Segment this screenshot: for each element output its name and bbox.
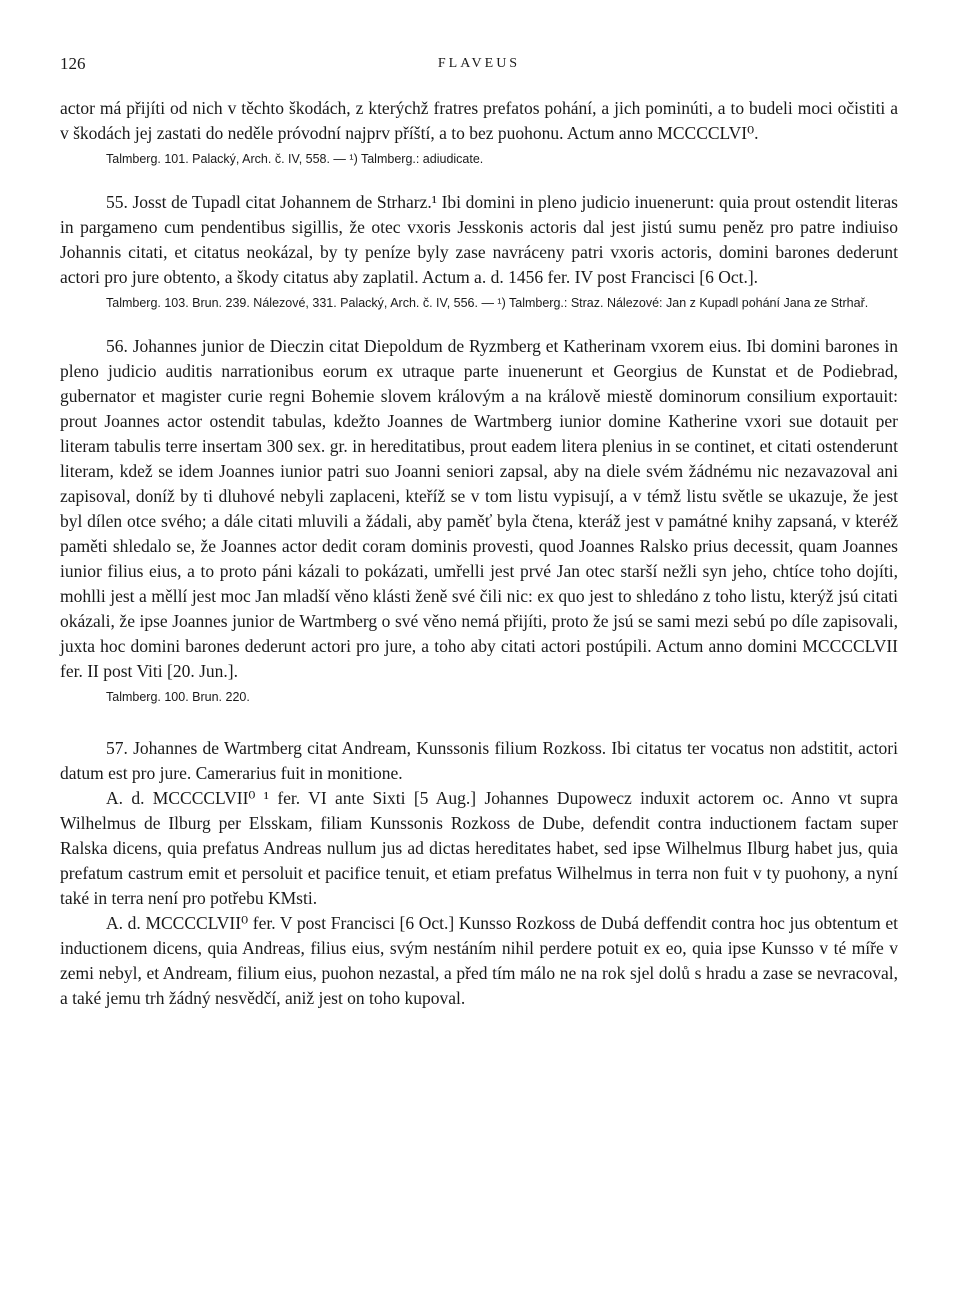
entry-57-continuation-2: A. d. MCCCCLVII⁰ fer. V post Francisci [6 Oct.] Kunsso Rozkoss de Dubá deffendit contra hoc jus obtentum et inductionem dicens, quia Andreas, filius eius, svým nestáním nihil perdere potuit ex eo, quia ipse Kunsso v té míře v zemi nebyl, et Andream, filium eius, puohon nezastal, a před tím málo ne na rok sjel dolů s hradu a zase se nevracoval, a také jemu trh žádný nesvědčí, aniž jest on toho kupoval. [60, 913, 898, 1008]
entry-55-footnote: Talmberg. 103. Brun. 239. Nálezové, 331. Palacký, Arch. č. IV, 556. — ¹) Talmberg.: Straz. Nálezové: Jan z Kupadl pohání Jana ze Strhař. [106, 296, 869, 310]
running-title: FLAVEUS [437, 56, 521, 71]
footnote-continuation: Talmberg. 101. Palacký, Arch. č. IV, 558. — ¹) Talmberg.: adiudicate. [106, 152, 484, 166]
entry-56-footnote: Talmberg. 100. Brun. 220. [106, 690, 250, 704]
page-header [60, 54, 898, 78]
entry-55-text: 55. Josst de Tupadl citat Johannem de Strharz.¹ Ibi domini in pleno judicio inuenerunt: quia prout ostendit literas in pargameno cum pendentibus sigillis, že otec vxoris Jesskonis actoris dal jest jistú sumu peněz pro patre indiuiso Johannis citati, et citatus neokázal, by ty peníze byly zase navráceny patri vxoris actoris, domini barones dederunt actori pro jure obtento, a škody citatus aby zaplatil. Actum a. d. 1456 fer. IV post Francisci [6 Oct.]. [60, 192, 898, 287]
page-number: 126 [60, 54, 86, 73]
page-body [60, 96, 898, 1011]
paragraph-continuation: actor má přijíti od nich v těchto škodách, z kterýchž fratres prefatos pohání, a jich pominúti, a to budeli moci očistiti a v škodách jej zastati do neděle próvodní najprv příští, a to bez puohonu. Actum anno MCCCCLVI⁰. [60, 98, 898, 143]
entry-56-text: 56. Johannes junior de Dieczin citat Diepoldum de Ryzmberg et Katherinam vxorem eius. Ibi domini barones in pleno judicio auditis narrationibus eorum ex utraque parte inuenerunt et Georgius de Kunstat et de Podiebrad, gubernator et magister curie regni Bohemie slovem královým a na králově miestě dominorum consilium exportauit: prout Joannes actor ostendit tabulas, kdežto Joannes de Wartmberg iunior domine Katherine vxori sue dotauit per literam tabulis terre insertam 300 sex. gr. in hereditatibus, prout eadem litera plenius in se continet, et citati ostenderunt literam, kdež se idem Joannes iunior patri suo Joanni seniori zapsal, aby na diele svém žádnému nic nezavazoval ani zapisoval, doníž by ti dluhové nebyli zaplaceni, kteříž se v tom listu vypisují, a v témž listu světle se ukazuje, že jest byl dílen otce svého; a dále citati mluvili a žádali, aby paměť byla čtena, kteráž jest v památné knihy zapsaná, v kteréž paměti shledalo se, že Joannes actor dedit coram dominis provesti, quod Joannes Ralsko prius decessit, quam Joannes iunior filius eius, a to proto páni kázali to pokázati, umřelli jest prvé Jan otec starší nežli syn jeho, chtíce toho dojíti, mohlli jest a měllí jest moc Jan mladší věno klásti ženě své čili nic: ex quo jest to shledáno z toho listu, kterýž jsú citati okázali, že ipse Joannes junior de Wartmberg o své věno nemá přijíti, proto že jsú se sami mezi sebú po díle zapisovali, juxta hoc domini barones dederunt actori pro jure, a toho aby citati actori postúpili. Actum anno domini MCCCCLVII fer. II post Viti [20. Jun.]. [60, 336, 898, 681]
entry-57-text: 57. Johannes de Wartmberg citat Andream, Kunssonis filium Rozkoss. Ibi citatus ter vocatus non adstitit, actori datum est pro jure. Camerarius fuit in monitione. [60, 738, 898, 783]
entry-57-continuation-1: A. d. MCCCCLVII⁰ ¹ fer. VI ante Sixti [5 Aug.] Johannes Dupowecz induxit actorem oc. Anno vt supra Wilhelmus de Ilburg per Elsskam, filiam Kunssonis Rozkoss de Dube, defendit contra inductionem factam super Ralska dicens, quia prefatus Andreas nullum jus ad dictas hereditates habet, sed ipse Wilhelmus Ilburg habet jus, quia prefatum castrum emit et persoluit et pacifice tenuit, et etiam prefatus Wilhelmus in terra non fuit v ty puohony, a nyní také in terra není pro potřebu KMsti. [60, 788, 898, 908]
